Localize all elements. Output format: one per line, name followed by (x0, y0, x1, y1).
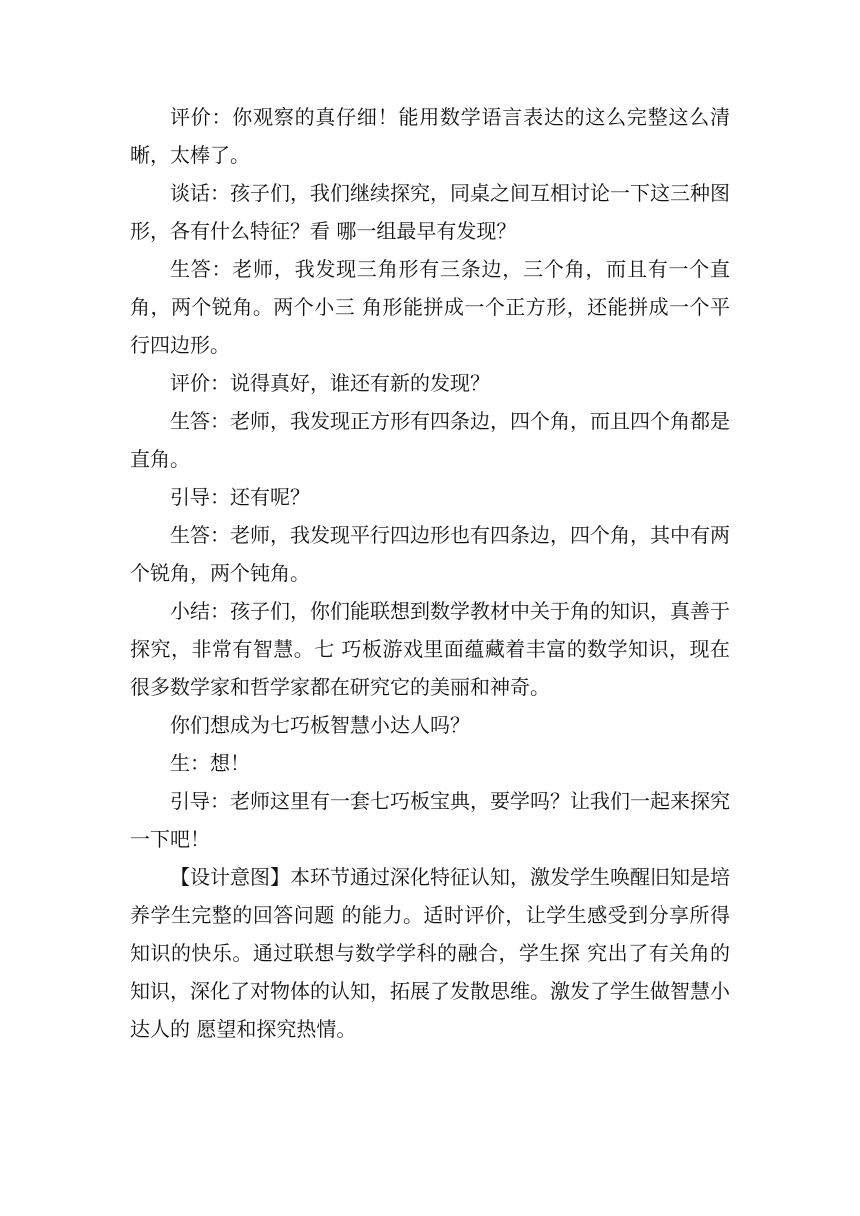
paragraph-student-answer-triangle: 生答：老师，我发现三角形有三条边，三个角，而且有一个直角，两个锐角。两个小三 角形能拼成一个正方形，还能拼成一个平行四边形。 (130, 257, 730, 357)
paragraph-student-reply: 生：想！ (170, 751, 250, 775)
paragraph-talk: 谈话：孩子们，我们继续探究，同桌之间互相讨论一下这三种图形，各有什么特征？看 哪一组最早有发现？ (130, 181, 730, 243)
paragraph-evaluation-1: 评价：你观察的真仔细！能用数学语言表达的这么完整这么清晰，太棒了。 (130, 105, 730, 167)
paragraph-evaluation-2: 评价：说得真好，谁还有新的发现？ (170, 371, 490, 395)
document-body (130, 98, 730, 1048)
paragraph-summary: 小结：孩子们，你们能联想到数学教材中关于角的知识，真善于探究，非常有智慧。七 巧板游戏里面蕴藏着丰富的数学知识，现在很多数学家和哲学家都在研究它的美丽和神奇。 (130, 599, 730, 699)
paragraph-student-answer-square: 生答：老师，我发现正方形有四条边，四个角，而且四个角都是直角。 (130, 409, 730, 471)
paragraph-guide-1: 引导：还有呢？ (170, 485, 310, 509)
paragraph-question: 你们想成为七巧板智慧小达人吗？ (170, 713, 470, 737)
paragraph-design-intent: 【设计意图】本环节通过深化特征认知，激发学生唤醒旧知是培养学生完整的回答问题 的能力。适时评价，让学生感受到分享所得知识的快乐。通过联想与数学学科的融合，学生探 究出了有关角的知识，深化了对物体的认知，拓展了发散思维。激发了学生做智慧小达人的 愿望和探究热情。 (130, 865, 730, 1041)
paragraph-student-answer-parallelogram: 生答：老师，我发现平行四边形也有四条边，四个角，其中有两个锐角，两个钝角。 (130, 523, 730, 585)
paragraph-guide-2: 引导：老师这里有一套七巧板宝典，要学吗？让我们一起来探究一下吧！ (130, 789, 730, 851)
